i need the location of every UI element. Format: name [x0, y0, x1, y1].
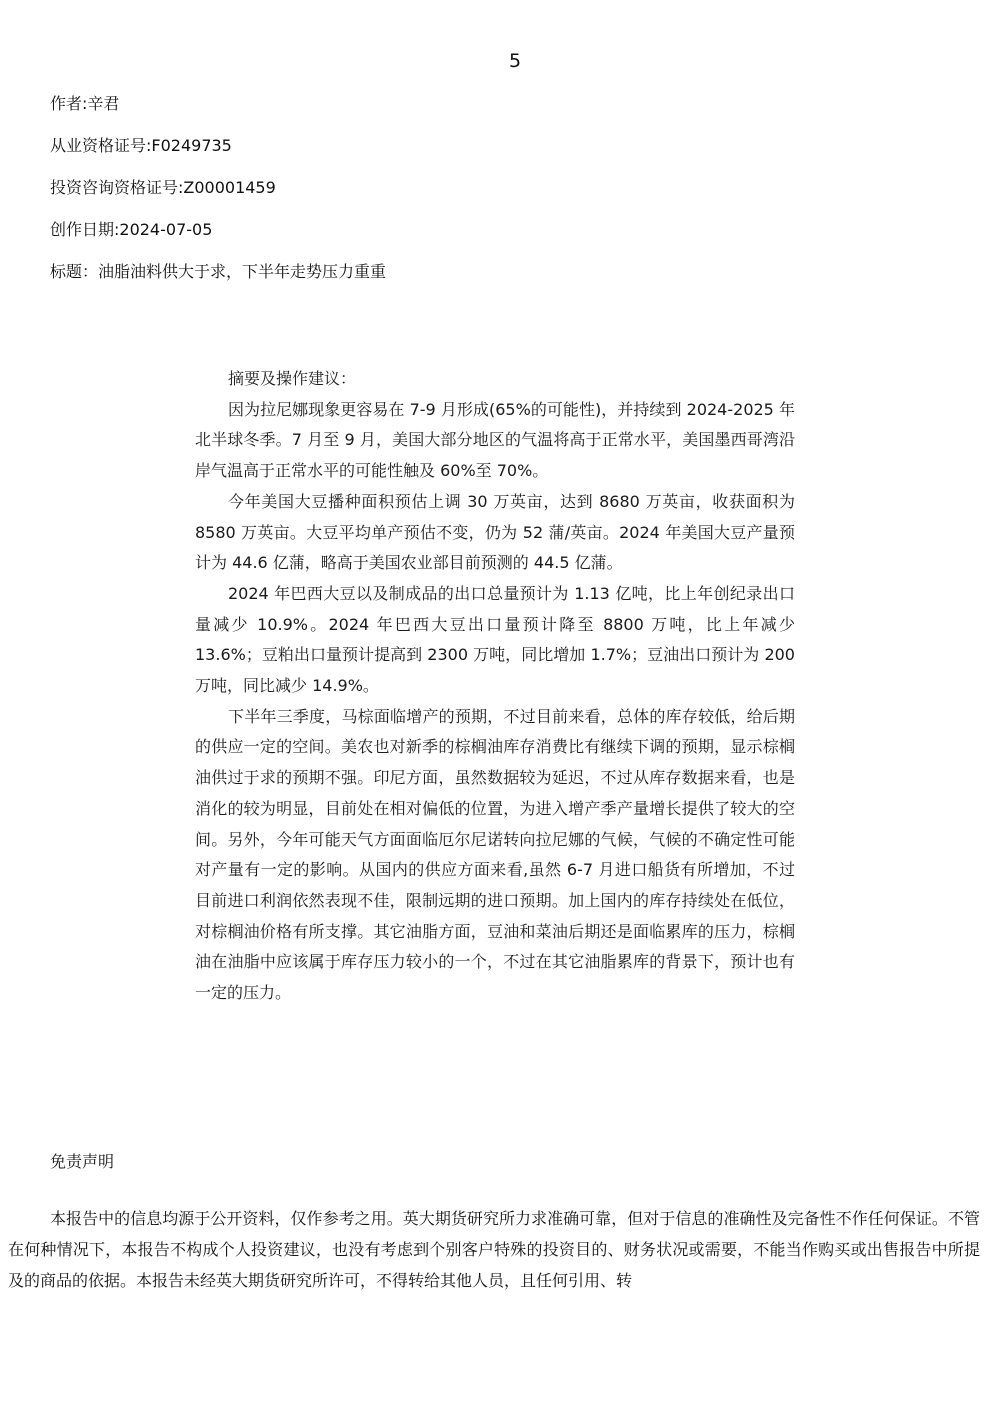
summary-heading: 摘要及操作建议： [228, 369, 357, 388]
advisory-license-line: 投资咨询资格证号:Z00001459 [50, 178, 276, 197]
author-line: 作者:辛君 [50, 94, 120, 113]
license-number-line: 从业资格证号:F0249735 [50, 136, 232, 155]
page-number: 5 [508, 50, 522, 72]
summary-paragraph-3: 2024 年巴西大豆以及制成品的出口总量预计为 1.13 亿吨，比上年创纪录出口量减少 10.9%。2024 年巴西大豆出口量预计降至 8800 万吨，比上年减少 13.6%；豆粕出口量预计提高到 2300 万吨，同比增加 1.7%；豆油出口预计为 200 万吨，同比减少 14.9%。 [195, 583, 795, 696]
summary-section [195, 364, 795, 1009]
report-title-line: 标题：油脂油料供大于求，下半年走势压力重重 [50, 262, 387, 281]
summary-paragraph-1: 因为拉尼娜现象更容易在 7-9 月形成(65%的可能性)，并持续到 2024-2025 年北半球冬季。7 月至 9 月，美国大部分地区的气温将高于正常水平，美国墨西哥湾沿岸气温高于正常水平的可能性触及 60%至 70%。 [195, 399, 795, 481]
disclaimer-text: 本报告中的信息均源于公开资料，仅作参考之用。英大期货研究所力求准确可靠，但对于信息的准确性及完备性不作任何保证。不管在何种情况下，本报告不构成个人投资建议，也没有考虑到个别客户特殊的投资目的、财务状况或需要，不能当作购买或出售报告中所提及的商品的依据。本报告未经英大期货研究所许可，不得转给其他人员，且任何引用、转 [8, 1209, 980, 1290]
summary-paragraph-2: 今年美国大豆播种面积预估上调 30 万英亩，达到 8680 万英亩，收获面积为 8580 万英亩。大豆平均单产预估不变，仍为 52 蒲/英亩。2024 年美国大豆产量预计为 44.6 亿蒲，略高于美国农业部目前预测的 44.5 亿蒲。 [195, 491, 795, 573]
disclaimer-title: 免责声明 [50, 1152, 115, 1171]
report-meta [50, 94, 386, 304]
date-line: 创作日期:2024-07-05 [50, 220, 213, 239]
summary-paragraph-4: 下半年三季度，马棕面临增产的预期，不过目前来看，总体的库存较低，给后期的供应一定的空间。美农也对新季的棕榈油库存消费比有继续下调的预期，显示棕榈油供过于求的预期不强。印尼方面，虽然数据较为延迟，不过从库存数据来看，也是消化的较为明显，目前处在相对偏低的位置，为进入增产季产量增长提供了较大的空间。另外，今年可能天气方面面临厄尔尼诺转向拉尼娜的气候，气候的不确定性可能对产量有一定的影响。从国内的供应方面来看,虽然 6-7 月进口船货有所增加，不过目前进口利润依然表现不佳，限制远期的进口预期。加上国内的库存持续处在低位，对棕榈油价格有所支撑。其它油脂方面，豆油和菜油后期还是面临累库的压力，棕榈油在油脂中应该属于库存压力较小的一个，不过在其它油脂累库的背景下，预计也有一定的压力。 [195, 706, 795, 1003]
